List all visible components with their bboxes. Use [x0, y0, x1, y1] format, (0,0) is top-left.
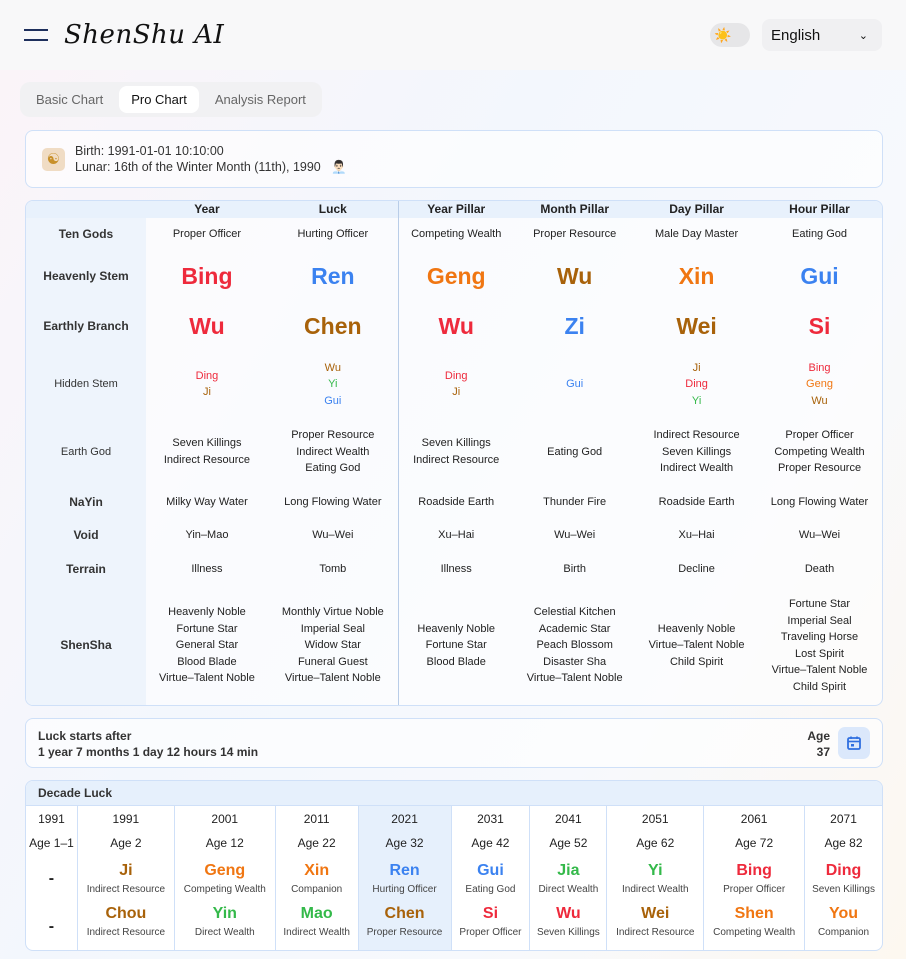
column-header: Year Pillar	[398, 201, 514, 218]
decade-year: 2051	[641, 812, 669, 826]
decade-branch: Mao	[300, 905, 333, 922]
cell-text: Seven Killings	[662, 445, 732, 458]
cell-text: Heavenly Noble	[417, 622, 496, 635]
menu-icon[interactable]	[24, 29, 48, 41]
decade-branch-god: Competing Wealth	[713, 927, 796, 938]
pillar-character: Wu	[557, 263, 593, 290]
cell-text: Peach Blossom	[536, 639, 613, 652]
chart-cell	[268, 486, 398, 519]
decade-branch-god: Companion	[817, 927, 870, 938]
decade-stem-god: Direct Wealth	[538, 884, 599, 895]
decade-branch: Wei	[641, 905, 670, 922]
cell-text: Competing Wealth	[774, 445, 865, 458]
chart-cell	[636, 586, 758, 705]
chart-cell	[398, 519, 514, 552]
decade-stem: Yi	[647, 862, 663, 879]
yin-yang-icon: ☯	[42, 148, 65, 171]
chart-cell	[398, 586, 514, 705]
hidden-stem: Wu	[324, 361, 341, 374]
decade-branch-god: Indirect Resource	[616, 927, 695, 938]
row-label: Ten Gods	[26, 218, 146, 252]
hidden-stem: Geng	[806, 378, 833, 391]
chart-cell	[514, 301, 636, 351]
chart-tabs	[20, 82, 322, 117]
language-value: English	[771, 26, 821, 44]
hidden-stem: Ding	[685, 378, 708, 391]
chart-cell	[146, 552, 268, 586]
cell-text: Fortune Star	[176, 622, 238, 635]
cell-text: General Star	[175, 639, 239, 652]
decade-branch: -	[48, 918, 55, 935]
chart-cell	[268, 351, 398, 418]
decade-age: Age 62	[636, 836, 675, 850]
pillar-character: Si	[808, 312, 831, 339]
cell-text: Xu–Hai	[678, 529, 715, 542]
row-label: Hidden Stem	[26, 351, 146, 418]
cell-text: Tomb	[319, 562, 347, 575]
hidden-stem: Gui	[566, 378, 584, 391]
decade-age: Age 22	[297, 836, 336, 850]
decade-age: Age 1–1	[29, 836, 74, 850]
decade-branch-god: Direct Wealth	[194, 927, 255, 938]
chart-cell	[636, 351, 758, 418]
chart-cell	[636, 486, 758, 519]
cell-text: Child Spirit	[792, 680, 847, 693]
cell-text: Funeral Guest	[297, 655, 368, 668]
chart-cell	[514, 418, 636, 486]
decade-branch: You	[829, 905, 859, 922]
cell-text: Imperial Seal	[787, 614, 852, 627]
row-label: ShenSha	[26, 586, 146, 705]
decade-stem: Jia	[557, 862, 580, 879]
decade-branch: Wu	[556, 905, 581, 922]
decade-stem-god: Indirect Resource	[86, 884, 166, 895]
decade-luck-column[interactable]	[530, 806, 607, 951]
cell-text: Yin–Mao	[185, 529, 229, 542]
decade-luck-column[interactable]	[607, 806, 704, 951]
cell-text: Fortune Star	[425, 639, 487, 652]
chart-row	[26, 351, 882, 418]
chart-row	[26, 218, 882, 252]
decade-year: 2061	[740, 812, 768, 826]
luck-start-label: Luck starts after	[38, 729, 132, 743]
cell-text: Roadside Earth	[658, 496, 735, 509]
pillar-character: Wei	[676, 312, 717, 339]
decade-branch: Chou	[105, 905, 147, 922]
chart-cell	[514, 486, 636, 519]
chart-row	[26, 519, 882, 552]
cell-text: Eating God	[791, 228, 848, 241]
chart-cell	[146, 301, 268, 351]
cell-text: Eating God	[547, 445, 603, 458]
cell-text: Illness	[440, 562, 472, 575]
chart-cell	[636, 252, 758, 302]
chart-row	[26, 552, 882, 586]
decade-age: Age 12	[205, 836, 244, 850]
age-label: Age	[807, 729, 830, 743]
chart-cell	[146, 486, 268, 519]
birth-info	[25, 130, 883, 188]
decade-luck-column[interactable]	[276, 806, 359, 951]
chart-cell	[514, 252, 636, 302]
cell-text: Proper Officer	[172, 228, 242, 241]
chart-row	[26, 586, 882, 705]
pillar-character: Wu	[189, 312, 225, 339]
chart-cell	[398, 301, 514, 351]
chart-cell	[398, 252, 514, 302]
cell-text: Wu–Wei	[312, 529, 354, 542]
decade-age: Age 82	[824, 836, 863, 850]
decade-stem: Geng	[204, 862, 246, 879]
cell-text: Disaster Sha	[543, 655, 607, 668]
hidden-stem: Ji	[202, 386, 211, 399]
decade-luck-column[interactable]	[26, 806, 78, 951]
pillar-character: Zi	[564, 312, 585, 339]
chart-cell	[268, 218, 398, 252]
column-header: Hour Pillar	[758, 201, 882, 218]
hidden-stem: Ji	[452, 386, 461, 399]
decade-stem-god: Eating God	[465, 884, 516, 895]
decade-year: 2031	[477, 812, 504, 826]
decade-luck-column[interactable]	[452, 806, 531, 951]
decade-stem: Ding	[825, 862, 862, 879]
decade-stem: Ji	[119, 862, 133, 879]
chart-cell	[758, 552, 882, 586]
decade-branch-god: Indirect Resource	[86, 927, 166, 938]
cell-text: Proper Resource	[777, 462, 862, 475]
header-corner	[26, 201, 146, 218]
chart-cell	[268, 418, 398, 486]
chart-cell	[146, 218, 268, 252]
cell-text: Indirect Resource	[163, 453, 251, 466]
chart-cell	[514, 552, 636, 586]
decade-year: 2001	[211, 812, 239, 826]
chart-cell	[146, 252, 268, 302]
cell-text: Illness	[191, 562, 223, 575]
decade-year: 2021	[391, 812, 418, 826]
pillar-character: Gui	[800, 263, 839, 290]
decade-stem: -	[48, 870, 55, 887]
chart-cell	[636, 519, 758, 552]
sun-icon: ☀️	[714, 26, 732, 43]
chart-cell	[514, 519, 636, 552]
decade-luck-panel	[25, 780, 883, 951]
hidden-stem: Ding	[444, 369, 468, 382]
column-header: Month Pillar	[514, 201, 636, 218]
chart-cell	[514, 351, 636, 418]
decade-luck-column[interactable]	[359, 806, 452, 951]
chart-cell	[514, 218, 636, 252]
cell-text: Milky Way Water	[166, 496, 248, 509]
tab-basic-chart[interactable]: Basic Chart	[36, 92, 104, 107]
calendar-button[interactable]	[838, 727, 870, 759]
gender-icon: 👨🏻‍💼	[331, 160, 347, 174]
cell-text: Wu–Wei	[554, 529, 596, 542]
column-header: Year	[146, 201, 268, 218]
column-header: Luck	[268, 201, 398, 218]
chart-cell	[636, 418, 758, 486]
language-select[interactable]	[762, 19, 882, 51]
cell-text: Roadside Earth	[418, 496, 495, 509]
pillar-character: Geng	[426, 263, 486, 290]
decade-branch-god: Seven Killings	[536, 927, 600, 938]
cell-text: Indirect Wealth	[659, 462, 734, 475]
row-label: Earth God	[26, 418, 146, 486]
decade-branch: Yin	[212, 905, 237, 922]
chart-cell	[758, 351, 882, 418]
decade-stem-god: Indirect Wealth	[622, 884, 689, 895]
chart-cell	[758, 252, 882, 302]
chart-cell	[398, 218, 514, 252]
cell-text: Proper Officer	[785, 429, 854, 442]
tab-pro-chart[interactable]: Pro Chart	[119, 86, 199, 113]
chart-cell	[398, 418, 514, 486]
decade-luck-title: Decade Luck	[26, 781, 882, 806]
chart-cell	[398, 486, 514, 519]
pillar-character: Xin	[678, 263, 715, 290]
decade-branch: Si	[482, 905, 499, 922]
chart-cell	[268, 301, 398, 351]
chart-row	[26, 418, 882, 486]
chart-cell	[636, 552, 758, 586]
cell-text: Death	[804, 562, 835, 575]
cell-text: Heavenly Noble	[168, 606, 246, 619]
pillar-character: Chen	[304, 312, 362, 339]
row-label: Heavenly Stem	[26, 252, 146, 302]
chart-cell	[268, 586, 398, 705]
chart-row	[26, 486, 882, 519]
chart-row	[26, 301, 882, 351]
chart-cell	[268, 552, 398, 586]
birth-lunar: Lunar: 16th of the Winter Month (11th), 1990	[75, 160, 321, 174]
cell-text: Indirect Resource	[413, 453, 500, 466]
decade-stem-god: Competing Wealth	[183, 884, 266, 895]
cell-text: Heavenly Noble	[657, 622, 736, 635]
cell-text: Seven Killings	[172, 437, 242, 450]
decade-stem: Gui	[477, 862, 504, 879]
luck-start-panel	[25, 718, 883, 768]
cell-text: Proper Resource	[533, 228, 617, 241]
decade-luck-column[interactable]	[704, 806, 805, 951]
cell-text: Blood Blade	[426, 655, 486, 668]
pillar-character: Wu	[438, 312, 474, 339]
cell-text: Proper Resource	[291, 429, 375, 442]
cell-text: Fortune Star	[788, 598, 851, 611]
decade-branch: Shen	[734, 905, 774, 922]
cell-text: Competing Wealth	[411, 228, 502, 241]
decade-stem: Ren	[389, 862, 420, 879]
logo: ShenShu AI	[64, 20, 225, 50]
cell-text: Hurting Officer	[297, 228, 369, 241]
cell-text: Indirect Wealth	[296, 445, 370, 458]
decade-stem-god: Companion	[291, 884, 343, 895]
chart-row	[26, 252, 882, 302]
hidden-stem: Wu	[811, 394, 828, 407]
decade-stem-god: Proper Officer	[723, 884, 786, 895]
cell-text: Male Day Master	[655, 228, 739, 241]
cell-text: Wu–Wei	[798, 529, 841, 542]
chart-cell	[514, 586, 636, 705]
chart-cell	[146, 351, 268, 418]
decade-age: Age 72	[735, 836, 774, 850]
pro-chart-table	[25, 200, 883, 706]
chart-cell	[146, 519, 268, 552]
chart-cell	[268, 252, 398, 302]
decade-year: 2041	[555, 812, 582, 826]
cell-text: Imperial Seal	[300, 622, 365, 635]
chevron-down-icon: ⌄	[858, 29, 868, 42]
decade-stem: Xin	[304, 862, 330, 879]
cell-text: Eating God	[305, 462, 361, 475]
cell-text: Indirect Resource	[653, 429, 740, 442]
chart-cell	[146, 586, 268, 705]
chart-cell	[758, 301, 882, 351]
decade-stem: Bing	[736, 862, 772, 879]
decade-branch-god: Proper Officer	[459, 927, 522, 938]
theme-toggle[interactable]	[710, 23, 750, 47]
row-label: NaYin	[26, 486, 146, 519]
row-label: Terrain	[26, 552, 146, 586]
cell-text: Thunder Fire	[543, 496, 607, 509]
tab-analysis-report[interactable]: Analysis Report	[214, 92, 306, 107]
cell-text: Widow Star	[304, 639, 361, 652]
hidden-stem: Yi	[691, 394, 702, 407]
cell-text: Virtue–Talent Noble	[284, 672, 381, 685]
decade-luck-column[interactable]	[78, 806, 175, 951]
chart-cell	[758, 486, 882, 519]
cell-text: Blood Blade	[177, 655, 237, 668]
chart-cell	[398, 351, 514, 418]
row-label: Void	[26, 519, 146, 552]
decade-branch-god: Proper Resource	[366, 927, 443, 938]
pillar-character: Ren	[311, 263, 355, 290]
decade-year: 2071	[830, 812, 857, 826]
cell-text: Long Flowing Water	[284, 496, 382, 509]
cell-text: Virtue–Talent Noble	[648, 639, 745, 652]
cell-text: Academic Star	[538, 622, 611, 635]
cell-text: Monthly Virtue Noble	[281, 606, 384, 619]
chart-cell	[758, 586, 882, 705]
chart-cell	[758, 418, 882, 486]
cell-text: Virtue–Talent Noble	[771, 664, 868, 677]
hidden-stem: Ji	[692, 361, 701, 374]
chart-cell	[758, 519, 882, 552]
chart-cell	[636, 301, 758, 351]
decade-branch: Chen	[384, 905, 425, 922]
decade-age: Age 52	[549, 836, 588, 850]
cell-text: Long Flowing Water	[770, 496, 869, 509]
cell-text: Lost Spirit	[795, 647, 844, 660]
luck-start-value: 1 year 7 months 1 day 12 hours 14 min	[38, 745, 259, 759]
decade-year: 1991	[38, 812, 65, 826]
decade-age: Age 32	[385, 836, 424, 850]
cell-text: Virtue–Talent Noble	[159, 672, 255, 685]
birth-solar: Birth: 1991-01-01 10:10:00	[75, 144, 224, 158]
cell-text: Decline	[678, 562, 715, 575]
hidden-stem: Bing	[808, 361, 831, 374]
column-header: Day Pillar	[636, 201, 758, 218]
hidden-stem: Yi	[328, 378, 338, 391]
calendar-icon	[846, 735, 862, 751]
cell-text: Virtue–Talent Noble	[526, 672, 623, 685]
decade-stem-god: Hurting Officer	[372, 884, 437, 895]
chart-cell	[146, 418, 268, 486]
decade-luck-column[interactable]	[805, 806, 882, 951]
top-bar	[0, 0, 906, 70]
pillar-character: Bing	[181, 263, 233, 290]
cell-text: Birth	[563, 562, 586, 575]
cell-text: Child Spirit	[669, 655, 724, 668]
chart-cell	[758, 218, 882, 252]
decade-branch-god: Indirect Wealth	[283, 927, 350, 938]
decade-year: 2011	[303, 812, 330, 826]
row-label: Earthly Branch	[26, 301, 146, 351]
decade-stem-god: Seven Killings	[812, 884, 875, 895]
chart-cell	[268, 519, 398, 552]
cell-text: Xu–Hai	[438, 529, 475, 542]
chart-cell	[636, 218, 758, 252]
hidden-stem: Gui	[324, 394, 342, 407]
cell-text: Seven Killings	[421, 437, 491, 450]
cell-text: Traveling Horse	[780, 631, 859, 644]
decade-luck-column[interactable]	[175, 806, 276, 951]
cell-text: Celestial Kitchen	[533, 606, 616, 619]
hidden-stem: Ding	[195, 369, 219, 382]
chart-cell	[398, 552, 514, 586]
age-value: 37	[816, 745, 830, 759]
decade-year: 1991	[112, 812, 140, 826]
decade-age: Age 2	[110, 836, 142, 850]
decade-age: Age 42	[471, 836, 510, 850]
